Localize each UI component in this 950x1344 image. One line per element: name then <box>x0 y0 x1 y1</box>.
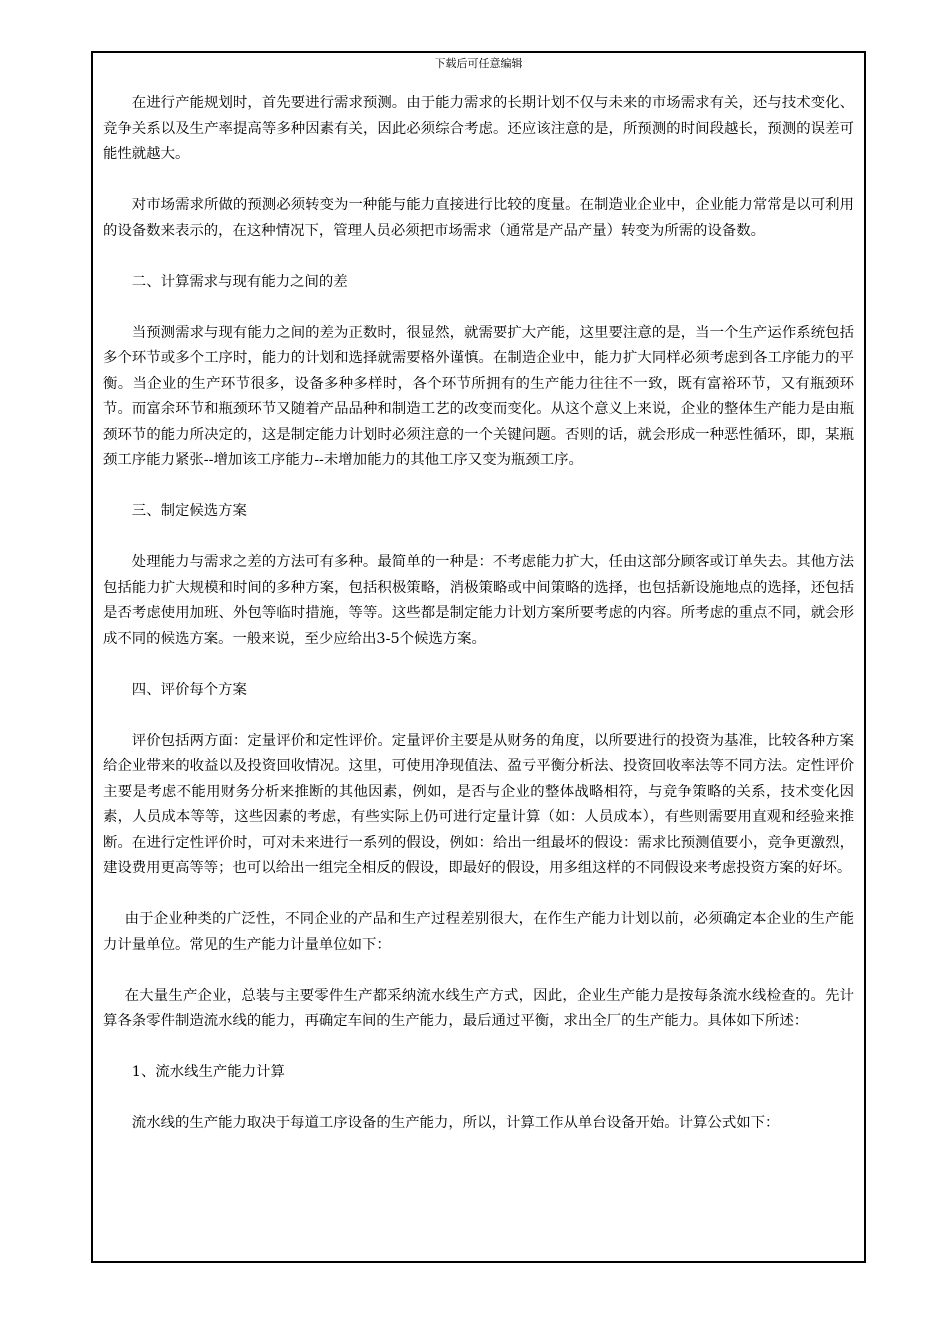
paragraph-line-capacity: 流水线的生产能力取决于每道工序设备的生产能力，所以，计算工作从单台设备开始。计算公式如下： <box>131 1115 780 1131</box>
header-note: 下载后可任意编辑 <box>434 57 523 70</box>
paragraph-demand-conversion: 对市场需求所做的预测必须转变为一种能与能力直接进行比较的度量。在制造业企业中，企业能力常常是以可利用的设备数来表示的，在这种情况下，管理人员必须把市场需求（通常是产品产量）转变为所需的设备数。 <box>103 197 854 239</box>
paragraph-capacity-unit: 由于企业种类的广泛性，不同企业的产品和生产过程差别很大，在作生产能力计划以前，必须确定本企业的生产能力计量单位。常见的生产能力计量单位如下： <box>103 911 854 953</box>
section-heading-2: 二、计算需求与现有能力之间的差 <box>131 273 348 290</box>
paragraph-capacity-gap: 当预测需求与现有能力之间的差为正数时，很显然，就需要扩大产能，这里要注意的是，当一个生产运作系统包括多个环节或多个工序时，能力的计划和选择就需要格外谨慎。在制造企业中，能力扩大同样必须考虑到各工序能力的平衡。当企业的生产环节很多，设备多种多样时，各个环节所拥有的生产能力往往不一致，既有富裕环节，又有瓶颈环节。而富余环节和瓶颈环节又随着产品品种和制造工艺的改变而变化。从这个意义上来说，企业的整体生产能力是由瓶颈环节的能力所决定的，这是制定能力计划时必须注意的一个关键问题。否则的话，就会形成一种恶性循环，即，某瓶颈工序能力紧张--增加该工序能力--未增加能力的其他工序又变为瓶颈工序。 <box>103 324 854 468</box>
paragraph-mass-production: 在大量生产企业，总装与主要零件生产都采纳流水线生产方式，因此，企业生产能力是按每条流水线检查的。先计算各条零件制造流水线的能力，再确定车间的生产能力，最后通过平衡，求出全厂的生产能力。具体如下所述： <box>103 987 854 1029</box>
paragraph-demand-forecast: 在进行产能规划时，首先要进行需求预测。由于能力需求的长期计划不仅与未来的市场需求有关，还与技术变化、竞争关系以及生产率提高等多种因素有关，因此必须综合考虑。还应该注意的是，所预测的时间段越长，预测的误差可能性就越大。 <box>103 95 854 162</box>
paragraph-evaluation: 评价包括两方面：定量评价和定性评价。定量评价主要是从财务的角度，以所要进行的投资为基准，比较各种方案给企业带来的收益以及投资回收情况。这里，可使用净现值法、盈亏平衡分析法、投资回收率法等不同方法。定性评价主要是考虑不能用财务分析来推断的其他因素，例如，是否与企业的整体战略相符，与竞争策略的关系，技术变化因素，人员成本等等，这些因素的考虑，有些实际上仍可进行定量计算（如：人员成本），有些则需要用直观和经验来推断。在进行定性评价时，可对未来进行一系列的假设，例如：给出一组最坏的假设：需求比预测值要小，竞争更激烈，建设费用更高等等；也可以给出一组完全相反的假设，即最好的假设，用多组这样的不同假设来考虑投资方案的好坏。 <box>103 732 854 876</box>
section-heading-4: 四、评价每个方案 <box>131 681 247 698</box>
page-frame <box>91 51 866 1263</box>
subsection-heading-1: 1、流水线生产能力计算 <box>131 1064 285 1080</box>
paragraph-alternatives: 处理能力与需求之差的方法可有多种。最简单的一种是：不考虑能力扩大，任由这部分顾客或订单失去。其他方法包括能力扩大规模和时间的多种方案，包括积极策略，消极策略或中间策略的选择，也包括新设施地点的选择，还包括是否考虑使用加班、外包等临时措施，等等。这些都是制定能力计划方案所要考虑的内容。所考虑的重点不同，就会形成不同的候选方案。一般来说，至少应给出3-5个候选方案。 <box>103 554 854 647</box>
document-body <box>103 91 854 1137</box>
section-heading-3: 三、制定候选方案 <box>131 503 247 519</box>
